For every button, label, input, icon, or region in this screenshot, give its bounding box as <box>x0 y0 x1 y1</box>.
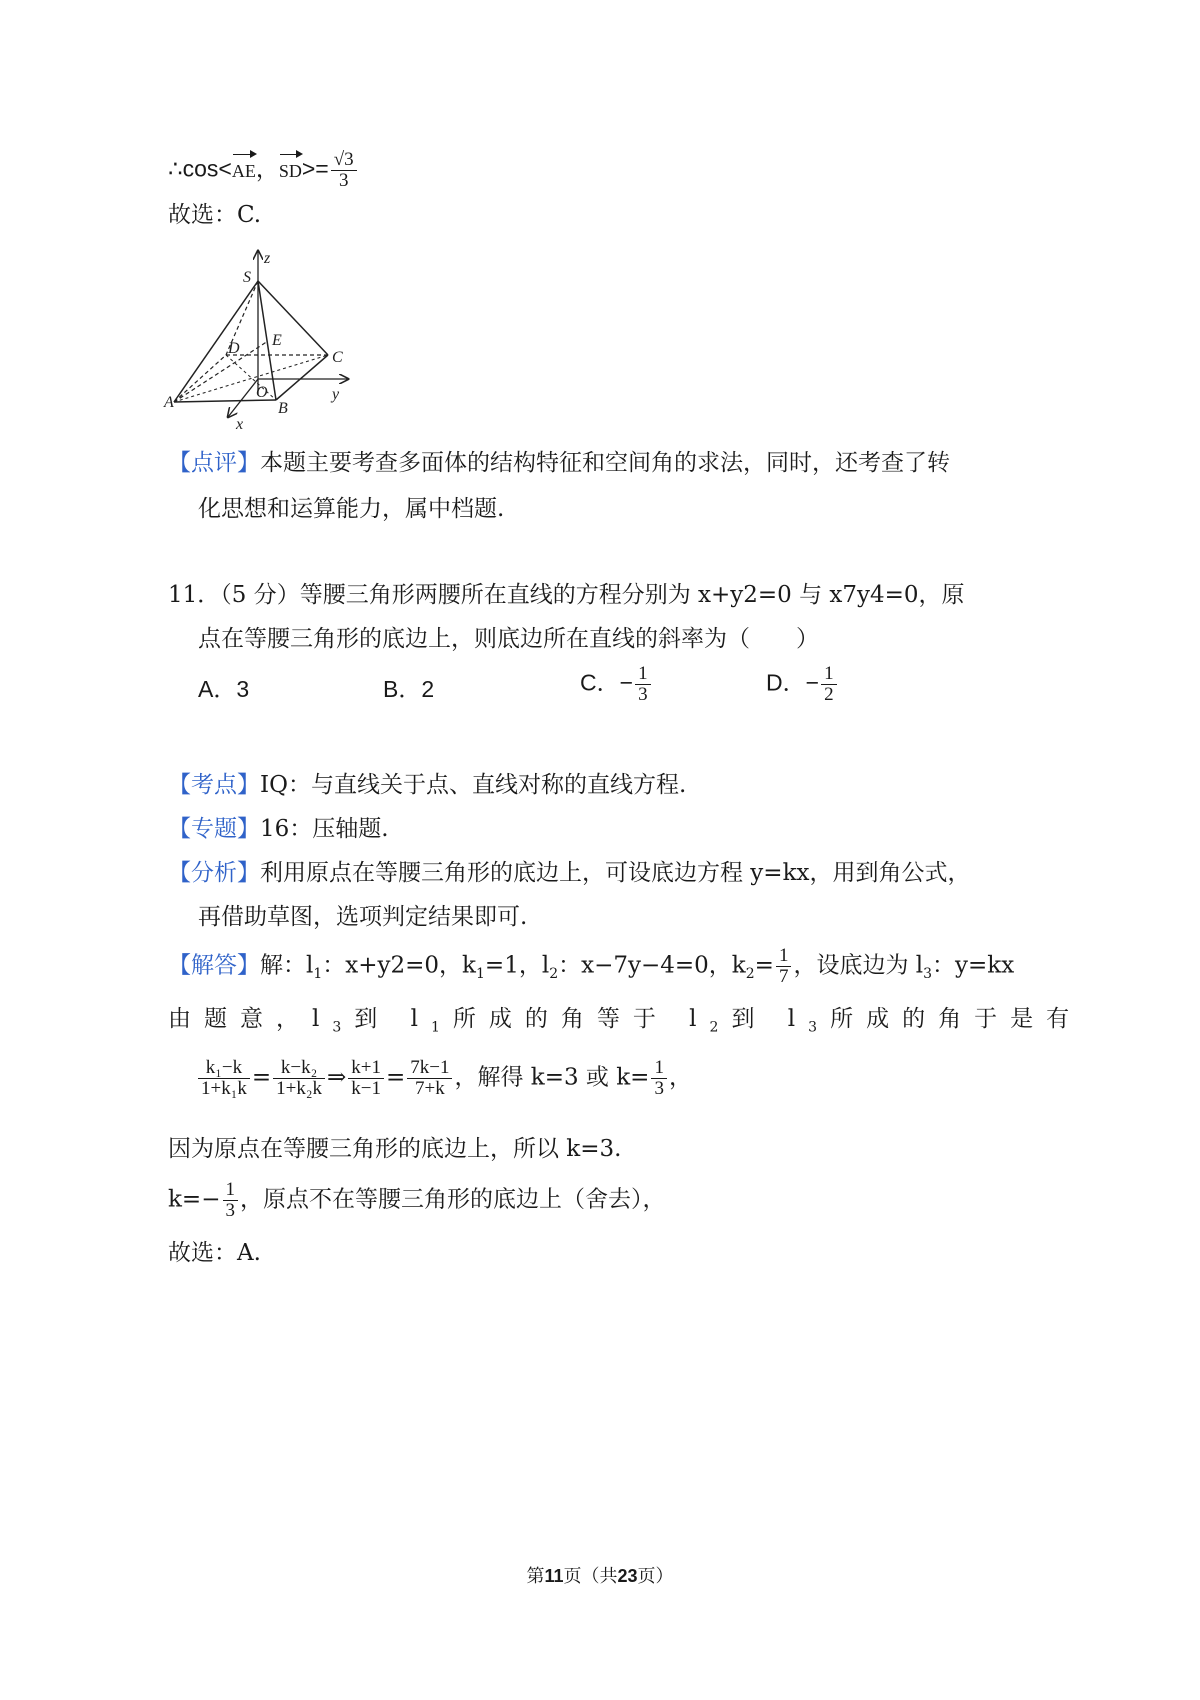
label-c: C <box>332 349 343 366</box>
eq-fraction-3 <box>348 1058 384 1099</box>
eq-arrow: ⇒ <box>326 1064 347 1091</box>
k-fraction <box>223 1180 239 1221</box>
segment-ae <box>174 341 268 402</box>
line2-sub3b: 3 <box>808 1019 831 1036</box>
eq-f3-num: k+1 <box>348 1058 384 1079</box>
k2-sub: 2 <box>745 966 755 983</box>
eq-f3-den: k−1 <box>351 1078 381 1099</box>
line2-c: 所成的角等于 l <box>452 1006 710 1032</box>
question-11-line-2: 点在等腰三角形的底边上，则底边所在直线的斜率为（ ） <box>198 626 819 652</box>
jieda-b: ：x+y2=0，k <box>322 952 476 979</box>
eq-fraction-1 <box>198 1058 250 1099</box>
jieda-d-sub: 3 <box>923 966 933 983</box>
jieda-a: 解：l <box>260 952 314 979</box>
label-b: B <box>278 400 288 417</box>
footer-pre: 第 <box>526 1566 545 1587</box>
line2-sub1: 1 <box>430 1019 453 1036</box>
edge-bc <box>276 355 328 400</box>
option-d-den: 2 <box>824 684 834 705</box>
cos-numerator: √3 <box>331 150 357 171</box>
k-den: 3 <box>225 1200 235 1221</box>
label-d: D <box>228 340 240 357</box>
question-11-line-1: 11．（5 分）等腰三角形两腰所在直线的方程分别为 x+y2=0 与 x7y4=0，原 <box>168 582 965 608</box>
edge-ad <box>174 355 226 402</box>
line2-sub2: 2 <box>709 1019 732 1036</box>
zhuanti-tag: 【专题】 <box>168 816 260 842</box>
option-a: A．3 <box>198 676 250 702</box>
k-rest: ，原点不在等腰三角形的底边上（舍去）， <box>240 1186 666 1213</box>
jieda-c: =1， <box>484 952 542 979</box>
review-line-2: 化思想和运算能力，属中档题. <box>198 496 505 522</box>
eq-equals-1: = <box>251 1064 272 1091</box>
label-x: x <box>236 416 244 433</box>
jieda-d: ，设底边为 l <box>793 952 924 979</box>
cos-fraction <box>331 150 357 191</box>
label-s: S <box>243 269 251 286</box>
eq-solution-fraction <box>651 1058 667 1099</box>
kaodian-line <box>168 770 686 800</box>
vector-ae: AE <box>232 152 256 186</box>
total-pages: 23 <box>617 1566 638 1586</box>
option-d-num: 1 <box>821 664 837 685</box>
segment-db <box>226 355 276 400</box>
review-text-1: 本题主要考查多面体的结构特征和空间角的求法，同时，还考查了转 <box>260 450 950 476</box>
cos-suffix: >= <box>301 155 329 182</box>
eq-f4-den: 7+k <box>415 1078 445 1099</box>
line2-d: 到 l <box>731 1006 809 1032</box>
eq-f2-den: 1+k₂k <box>276 1078 322 1099</box>
eq-fraction-2 <box>273 1058 325 1099</box>
eq-f2-num: k−k₂ <box>273 1058 325 1079</box>
k-neg: − <box>201 1186 221 1213</box>
footer-mid: 页（共 <box>563 1566 618 1587</box>
vector-sd: SD <box>279 152 302 186</box>
review-line-1 <box>168 448 950 478</box>
edge-sc <box>258 281 328 355</box>
option-c-neg: − <box>619 669 634 696</box>
pyramid-figure <box>160 245 360 435</box>
zhuanti-text: 16：压轴题. <box>260 816 389 842</box>
option-c-fraction <box>635 664 651 705</box>
label-o: O <box>256 384 268 401</box>
line2-b: 到 l <box>354 1006 431 1032</box>
cos-prefix: ∴cos< <box>168 155 232 182</box>
fenxi-line-2: 再借助草图，选项判定结果即可. <box>198 904 528 930</box>
answer-c-line: 故选：C. <box>168 202 262 228</box>
jieda-e: ：y=kx <box>932 952 1015 979</box>
line2-e: 所成的角于是有 <box>830 1006 1083 1032</box>
because-line: 因为原点在等腰三角形的底边上，所以 k=3. <box>168 1136 622 1162</box>
label-y: y <box>332 386 340 403</box>
page-footer <box>0 1562 1200 1588</box>
kaodian-text: IQ：与直线关于点、直线对称的直线方程. <box>260 772 687 798</box>
cos-denominator: 3 <box>338 170 349 191</box>
option-d-neg: − <box>805 669 820 696</box>
line2-sub3: 3 <box>332 1019 355 1036</box>
x-axis <box>228 379 258 417</box>
l2-equation: ：x−7y−4=0，k <box>558 952 746 979</box>
eq-f1-den: 1+k₁k <box>201 1078 247 1099</box>
label-a: A <box>164 394 174 411</box>
final-answer-line: 故选：A. <box>168 1240 261 1266</box>
option-d <box>766 664 839 705</box>
k-prefix: k= <box>168 1186 202 1213</box>
eq-equals-2: = <box>385 1064 406 1091</box>
option-c-den: 3 <box>638 684 648 705</box>
jieda-a-sub: 1 <box>313 966 323 983</box>
equation-line <box>196 1058 692 1099</box>
page-number: 11 <box>544 1566 564 1586</box>
eq-sol-num: 1 <box>651 1058 667 1079</box>
option-c <box>580 664 653 705</box>
label-z: z <box>264 250 271 267</box>
comma: ， <box>255 155 279 182</box>
eq-f4-num: 7k−1 <box>407 1058 452 1079</box>
eq-sol-den: 3 <box>654 1078 664 1099</box>
eq-fraction-4 <box>407 1058 452 1099</box>
review-tag: 【点评】 <box>168 450 260 476</box>
fenxi-tag: 【分析】 <box>168 860 260 886</box>
option-c-label: C． <box>580 669 620 696</box>
eq-f1-num: k₁−k <box>198 1058 250 1079</box>
cos-result-line <box>168 150 359 191</box>
fenxi-text-1: 利用原点在等腰三角形的底边上，可设底边方程 y=kx，用到角公式， <box>260 860 971 886</box>
k-reject-line <box>168 1180 666 1221</box>
option-c-num: 1 <box>635 664 651 685</box>
option-b: B．2 <box>383 676 435 702</box>
jieda-line-1 <box>168 946 1014 989</box>
l2-sub: 2 <box>549 966 559 983</box>
jieda-b-sub: 1 <box>476 966 485 983</box>
option-d-label: D． <box>766 669 806 696</box>
label-e: E <box>272 332 282 349</box>
jieda-tag: 【解答】 <box>168 952 260 979</box>
k2-eq: = <box>754 952 774 979</box>
l2-prefix: l <box>541 952 550 979</box>
k-num: 1 <box>223 1180 239 1201</box>
k2-num: 1 <box>776 946 792 967</box>
k2-den: 7 <box>778 966 789 987</box>
option-d-fraction <box>821 664 837 705</box>
zhuanti-line <box>168 814 389 844</box>
footer-post: 页） <box>637 1566 674 1587</box>
edge-sa <box>174 281 258 402</box>
line2-a: 由题意，l <box>168 1006 333 1032</box>
eq-end: ， <box>668 1064 692 1091</box>
jieda-line-2 <box>168 1004 1083 1043</box>
kaodian-tag: 【考点】 <box>168 772 260 798</box>
k2-fraction <box>776 946 792 987</box>
eq-solve-text: ，解得 k=3 或 k= <box>454 1064 650 1091</box>
fenxi-line-1 <box>168 858 970 888</box>
